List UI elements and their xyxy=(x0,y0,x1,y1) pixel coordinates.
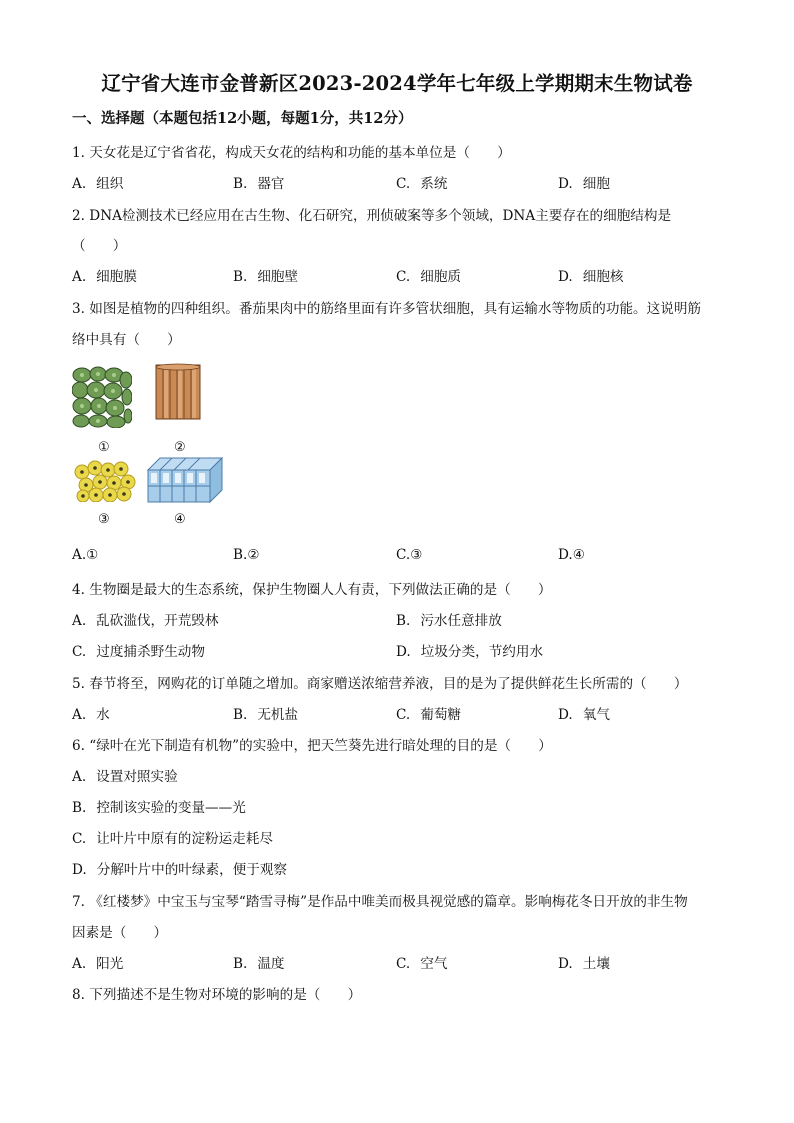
q7-option-a: A. 阳光 xyxy=(72,956,124,972)
q5-option-c: C. 葡萄糖 xyxy=(396,707,462,723)
q7-option-d: D. 土壤 xyxy=(558,956,610,972)
q4-option-c: C. 过度捕杀野生动物 xyxy=(72,644,205,660)
q3-option-c: C.③ xyxy=(396,547,423,563)
tissue-3-meristem-image xyxy=(74,460,136,502)
q6-option-c: C. 让叶片中原有的淀粉运走耗尽 xyxy=(72,831,273,847)
figure-label-3: ③ xyxy=(98,512,110,527)
exam-title: 辽宁省大连市金普新区2023-2024学年七年级上学期期末生物试卷 xyxy=(101,72,693,95)
tissue-2-conducting-image xyxy=(154,363,202,421)
q1-option-b: B. 器官 xyxy=(233,176,285,192)
q1-option-a: A. 组织 xyxy=(72,176,124,192)
tissue-1-parenchyma-image xyxy=(72,366,132,428)
q5-option-a: A. 水 xyxy=(72,707,110,723)
q1-option-c: C. 系统 xyxy=(396,176,448,192)
q6-option-d: D. 分解叶片中的叶绿素，便于观察 xyxy=(72,862,288,878)
q6-option-a: A. 设置对照实验 xyxy=(72,769,178,785)
q1-option-d: D. 细胞 xyxy=(558,176,610,192)
question-4-stem: 4. 生物圈是最大的生态系统，保护生物圈人人有责，下列做法正确的是（ ） xyxy=(72,582,552,598)
question-2-stem-line-1: 2. DNA检测技术已经应用在古生物、化石研究，刑侦破案等多个领域，DNA主要存在的细胞结构是 xyxy=(72,208,672,224)
question-7-stem-line-1: 7. 《红楼梦》中宝玉与宝琴“踏雪寻梅”是作品中唯美而极具视觉感的篇章。影响梅花冬日开放的非生物 xyxy=(72,894,688,910)
question-3-stem-line-1: 3. 如图是植物的四种组织。番茄果肉中的筋络里面有许多管状细胞，具有运输水等物质的功能。这说明筋 xyxy=(72,301,702,317)
q3-option-a: A.① xyxy=(72,547,99,563)
q5-option-d: D. 氧气 xyxy=(558,707,610,723)
q2-option-d: D. 细胞核 xyxy=(558,269,624,285)
question-6-stem: 6. “绿叶在光下制造有机物”的实验中，把天竺葵先进行暗处理的目的是（ ） xyxy=(72,738,552,754)
question-3-stem-line-2: 络中具有（ ） xyxy=(72,332,181,348)
q4-option-d: D. 垃圾分类，节约用水 xyxy=(396,644,544,660)
tissue-4-protective-image xyxy=(146,456,224,504)
question-1-stem: 1. 天女花是辽宁省省花，构成天女花的结构和功能的基本单位是（ ） xyxy=(72,145,511,161)
question-2-stem-line-2: （ ） xyxy=(72,238,127,254)
q2-option-a: A. 细胞膜 xyxy=(72,269,137,285)
question-5-stem: 5. 春节将至，网购花的订单随之增加。商家赠送浓缩营养液，目的是为了提供鲜花生长所需的（ ） xyxy=(72,676,688,692)
q6-option-b: B. 控制该实验的变量——光 xyxy=(72,800,246,816)
q3-option-b: B.② xyxy=(233,547,260,563)
q2-option-c: C. 细胞质 xyxy=(396,269,462,285)
q7-option-b: B. 温度 xyxy=(233,956,285,972)
q4-option-b: B. 污水任意排放 xyxy=(396,613,502,629)
q4-option-a: A. 乱砍滥伐，开荒毁林 xyxy=(72,613,219,629)
q3-option-d: D.④ xyxy=(558,547,585,563)
q7-option-c: C. 空气 xyxy=(396,956,448,972)
question-7-stem-line-2: 因素是（ ） xyxy=(72,925,168,941)
figure-label-1: ① xyxy=(98,440,110,455)
figure-label-4: ④ xyxy=(174,512,186,527)
section-heading: 一、选择题（本题包括12小题，每题1分，共12分） xyxy=(72,110,413,127)
q2-option-b: B. 细胞壁 xyxy=(233,269,299,285)
figure-label-2: ② xyxy=(174,440,186,455)
q5-option-b: B. 无机盐 xyxy=(233,707,299,723)
question-8-stem: 8. 下列描述不是生物对环境的影响的是（ ） xyxy=(72,987,362,1003)
